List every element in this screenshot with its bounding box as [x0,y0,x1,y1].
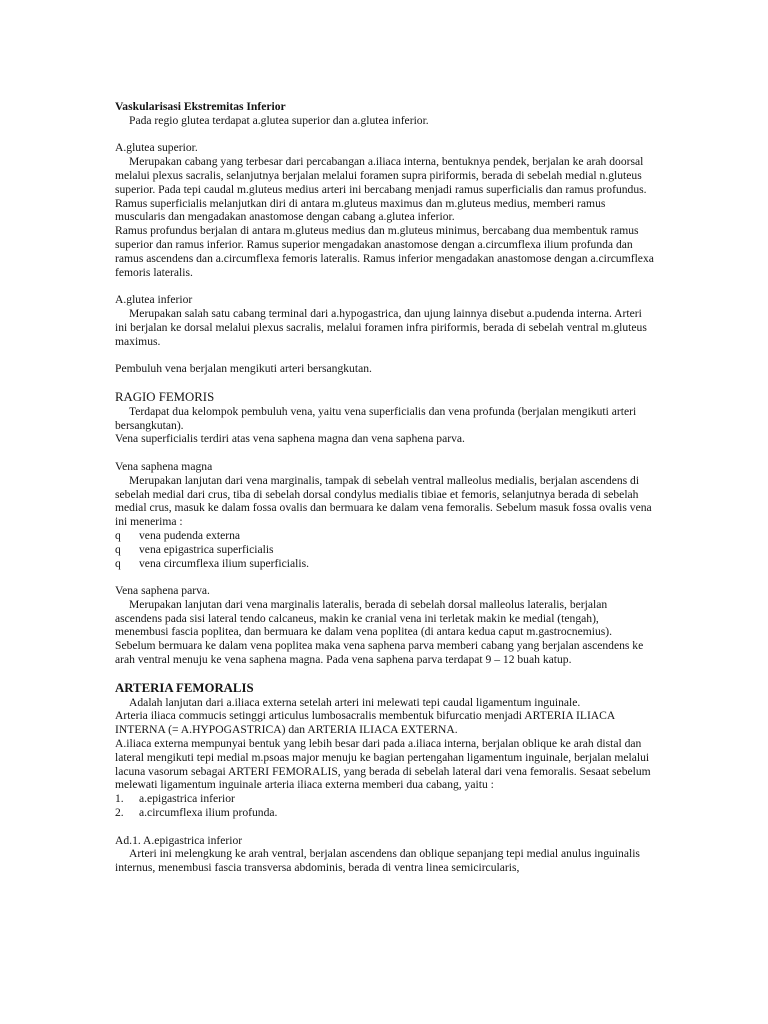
section-heading-saphena-magna: Vena saphena magna [115,459,213,473]
paragraph: Arteria iliaca commucis setinggi articulus lumbosacralis membentuk bifurcatio menjadi ARTERIA ILIACA INTERNA (= A.HYPOGASTRICA) dan ARTERIA ILIACA EXTERNA. [115,709,615,737]
intro-paragraph: Pada regio glutea terdapat a.glutea superior dan a.glutea inferior. [129,113,429,127]
list-item [115,806,655,820]
list-item-text: vena pudenda externa [139,528,241,542]
paragraph: Merupakan lanjutan dari vena marginalis lateralis, berada di sebelah dorsal malleolus lateralis, berjalan ascendens pada sisi lateral tendo calcaneus, makin ke cranial vena ini terletak makin ke medial (tengah), menembusi fascia poplitea, dan bermuara ke dalam vena poplitea (di antara kedua caput m.gastrocnemius). Sebelum bermuara ke dalam vena poplitea maka vena saphena parva memberi cabang yang berjalan ascendens ke arah ventral menuju ke vena saphena magna. Pada vena saphena parva terdapat 9 – 12 buah katup. [115,597,644,667]
section-heading-ragio-femoris: RAGIO FEMORIS [115,389,215,404]
list-item-text: vena epigastrica superficialis [139,542,274,556]
list-bullet: q [115,556,121,570]
list-item [115,529,655,543]
list-number: 2. [115,806,124,820]
section-heading-arteria-femoralis: ARTERIA FEMORALIS [115,680,254,695]
list-item-text: vena circumflexa ilium superficialis. [139,556,309,570]
list-number: 1. [115,792,124,806]
section-heading-glutea-superior: A.glutea superior. [115,141,198,155]
document-title: Vaskularisasi Ekstremitas Inferior [115,100,286,113]
paragraph: Merupakan salah satu cabang terminal dari a.hypogastrica, dan ujung lainnya disebut a.pudenda interna. Arteri ini berjalan ke dorsal melalui plexus sacralis, melalui foramen infra piriformis, berada di sebelah ventral m.gluteus maximus. [115,306,647,348]
list-item [115,543,655,557]
paragraph: Adalah lanjutan dari a.iliaca externa setelah arteri ini melewati tepi caudal ligamentum inguinale. [129,695,581,709]
section-heading-ad1: Ad.1. A.epigastrica inferior [115,833,243,847]
paragraph: Arteri ini melengkung ke arah ventral, berjalan ascendens dan oblique sepanjang tepi medial anulus inguinalis internus, menembusi fascia transversa abdominis, berada di ventra linea semicircularis, [115,847,640,875]
paragraph: Pembuluh vena berjalan mengikuti arteri bersangkutan. [115,362,372,376]
list-item [115,792,655,806]
paragraph: Ramus superficialis melanjutkan diri di antara m.gluteus maximus dan m.gluteus medius, memberi ramus muscularis dan mengadakan anastomose dengan cabang a.glutea inferior. [115,196,606,224]
list-item-text: a.epigastrica inferior [139,792,235,806]
list-item-text: a.circumflexa ilium profunda. [139,806,278,820]
paragraph: Ramus profundus berjalan di antara m.gluteus medius dan m.gluteus minimus, bercabang dua membentuk ramus superior dan ramus inferior. Ramus superior mengadakan anastomose dengan a.circumflexa ilium profunda dan ramus ascendens dan a.circumflexa femoris lateralis. Ramus inferior mengadakan anastomose dengan a.circumflexa femoris lateralis. [115,224,654,279]
paragraph: Vena superficialis terdiri atas vena saphena magna dan vena saphena parva. [115,432,465,446]
paragraph: Merupakan cabang yang terbesar dari percabangan a.iliaca interna, bentuknya pendek, berjalan ke arah doorsal melalui plexus sacralis, selanjutnya berjalan melalui foramen supra piriformis, berada di sebelah medial n.gluteus superior. Pada tepi caudal m.gluteus medius arteri ini bercabang menjadi ramus superficialis dan ramus profundus. [115,155,647,196]
list-item [115,557,655,571]
section-heading-glutea-inferior: A.glutea inferior [115,293,193,307]
document-body [115,100,655,875]
section-heading-saphena-parva: Vena saphena parva. [115,584,210,598]
list-bullet: q [115,542,121,556]
list-bullet: q [115,528,121,542]
paragraph: A.iliaca externa mempunyai bentuk yang lebih besar dari pada a.iliaca interna, berjalan oblique ke arah distal dan lateral mengikuti tepi medial m.psoas major menuju ke bagian pertengahan ligamentum inguinale, berjalan melalui lacuna vasorum sebagai ARTERI FEMORALIS, yang berada di sebelah lateral dari vena femoralis. Sesaat sebelum melewati ligamentum inguinale arteria iliaca externa memberi dua cabang, yaitu : [115,737,651,792]
paragraph: Terdapat dua kelompok pembuluh vena, yaitu vena superficialis dan vena profunda (berjalan mengikuti arteri bersangkutan). [115,404,637,432]
paragraph: Merupakan lanjutan dari vena marginalis, tampak di sebelah ventral malleolus medialis, berjalan ascendens di sebelah medial dari crus, tiba di sebelah dorsal condylus medialis tibiae et femoris, selanjutnya berada di sebelah medial crus, masuk ke dalam fossa ovalis dan bermuara ke dalam vena femoralis. Sebelum masuk fossa ovalis vena ini menerima : [115,473,652,529]
